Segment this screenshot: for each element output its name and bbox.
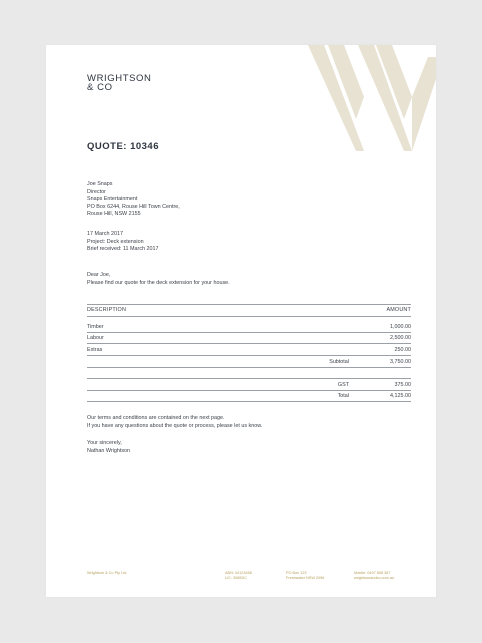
table-row — [87, 344, 411, 356]
table-header — [87, 304, 411, 317]
greeting — [87, 272, 230, 287]
recipient-address-line-1: PO Box 6244, Rouse Hill Town Centre, — [87, 203, 180, 210]
brand-line-1: WRIGHTSON — [87, 73, 152, 84]
gst-label: GST — [337, 381, 349, 388]
quote-table — [87, 304, 411, 368]
footer-abn: ABN: 44123456 — [225, 571, 252, 575]
quote-date: 17 March 2017 — [87, 231, 123, 237]
recipient-company: Snaps Entertainment — [87, 196, 138, 203]
brand-line-2: & CO — [87, 82, 113, 93]
project-name: Project: Deck extension — [87, 238, 144, 245]
item-description: Timber — [87, 323, 104, 330]
footer-suburb: Freshwater NSW 2096 — [286, 576, 325, 580]
w-logo-mark — [308, 45, 436, 155]
total-value: 4,125.00 — [390, 393, 411, 400]
table-row — [87, 321, 411, 333]
intro-text: Please find our quote for the deck extension for your house. — [87, 279, 230, 286]
quote-title: QUOTE: 10346 — [87, 141, 159, 152]
recipient-address-line-2: Rouse Hill, NSW 2155 — [87, 211, 141, 218]
gst-row — [87, 379, 411, 391]
footer-company — [87, 571, 126, 576]
footer-mobile: Mobile: 0497 808 387 — [354, 571, 391, 575]
subtotal-value: 3,750.00 — [390, 358, 411, 365]
quote-meta — [87, 231, 159, 254]
salutation: Dear Joe, — [87, 272, 111, 278]
totals-table — [87, 378, 411, 402]
subtotal-label: Subtotal — [329, 358, 349, 365]
table-row — [87, 333, 411, 345]
item-amount: 2,500.00 — [390, 335, 411, 342]
recipient-role: Director — [87, 188, 106, 195]
footer-company-name: Wrightson & Co Pty Ltd — [87, 571, 127, 575]
item-amount: 250.00 — [394, 346, 411, 353]
footer-website-link[interactable]: wrightsonandco.com.au — [354, 576, 395, 580]
item-description: Labour — [87, 335, 104, 342]
gst-value: 375.00 — [394, 381, 411, 388]
subtotal-row — [87, 356, 411, 368]
item-description: Extras — [87, 346, 103, 353]
footer-postal — [286, 571, 324, 581]
signoff-name: Nathan Wrightson — [87, 447, 131, 454]
quote-document — [46, 45, 436, 597]
recipient-name: Joe Snaps — [87, 181, 113, 187]
brand-wordmark — [87, 74, 152, 92]
item-amount: 1,000.00 — [390, 323, 411, 330]
closing-text — [87, 415, 262, 430]
footer-registration — [225, 571, 252, 581]
footer-lic: LIC: 3085DC — [225, 576, 247, 580]
amount-header: AMOUNT — [386, 307, 411, 313]
closing-line-2: If you have any questions about the quote or process, please let us know. — [87, 422, 263, 429]
signoff — [87, 440, 130, 455]
footer-po-box: PO Box 123 — [286, 571, 307, 575]
closing-line-1: Our terms and conditions are contained on the next page. — [87, 415, 225, 421]
total-label: Total — [337, 393, 349, 400]
total-row — [87, 391, 411, 403]
footer-contact — [354, 571, 394, 581]
signoff-line-1: Your sincerely, — [87, 440, 122, 446]
recipient-address — [87, 181, 180, 219]
brief-received: Brief received: 11 March 2017 — [87, 246, 159, 253]
description-header: DESCRIPTION — [87, 307, 127, 313]
